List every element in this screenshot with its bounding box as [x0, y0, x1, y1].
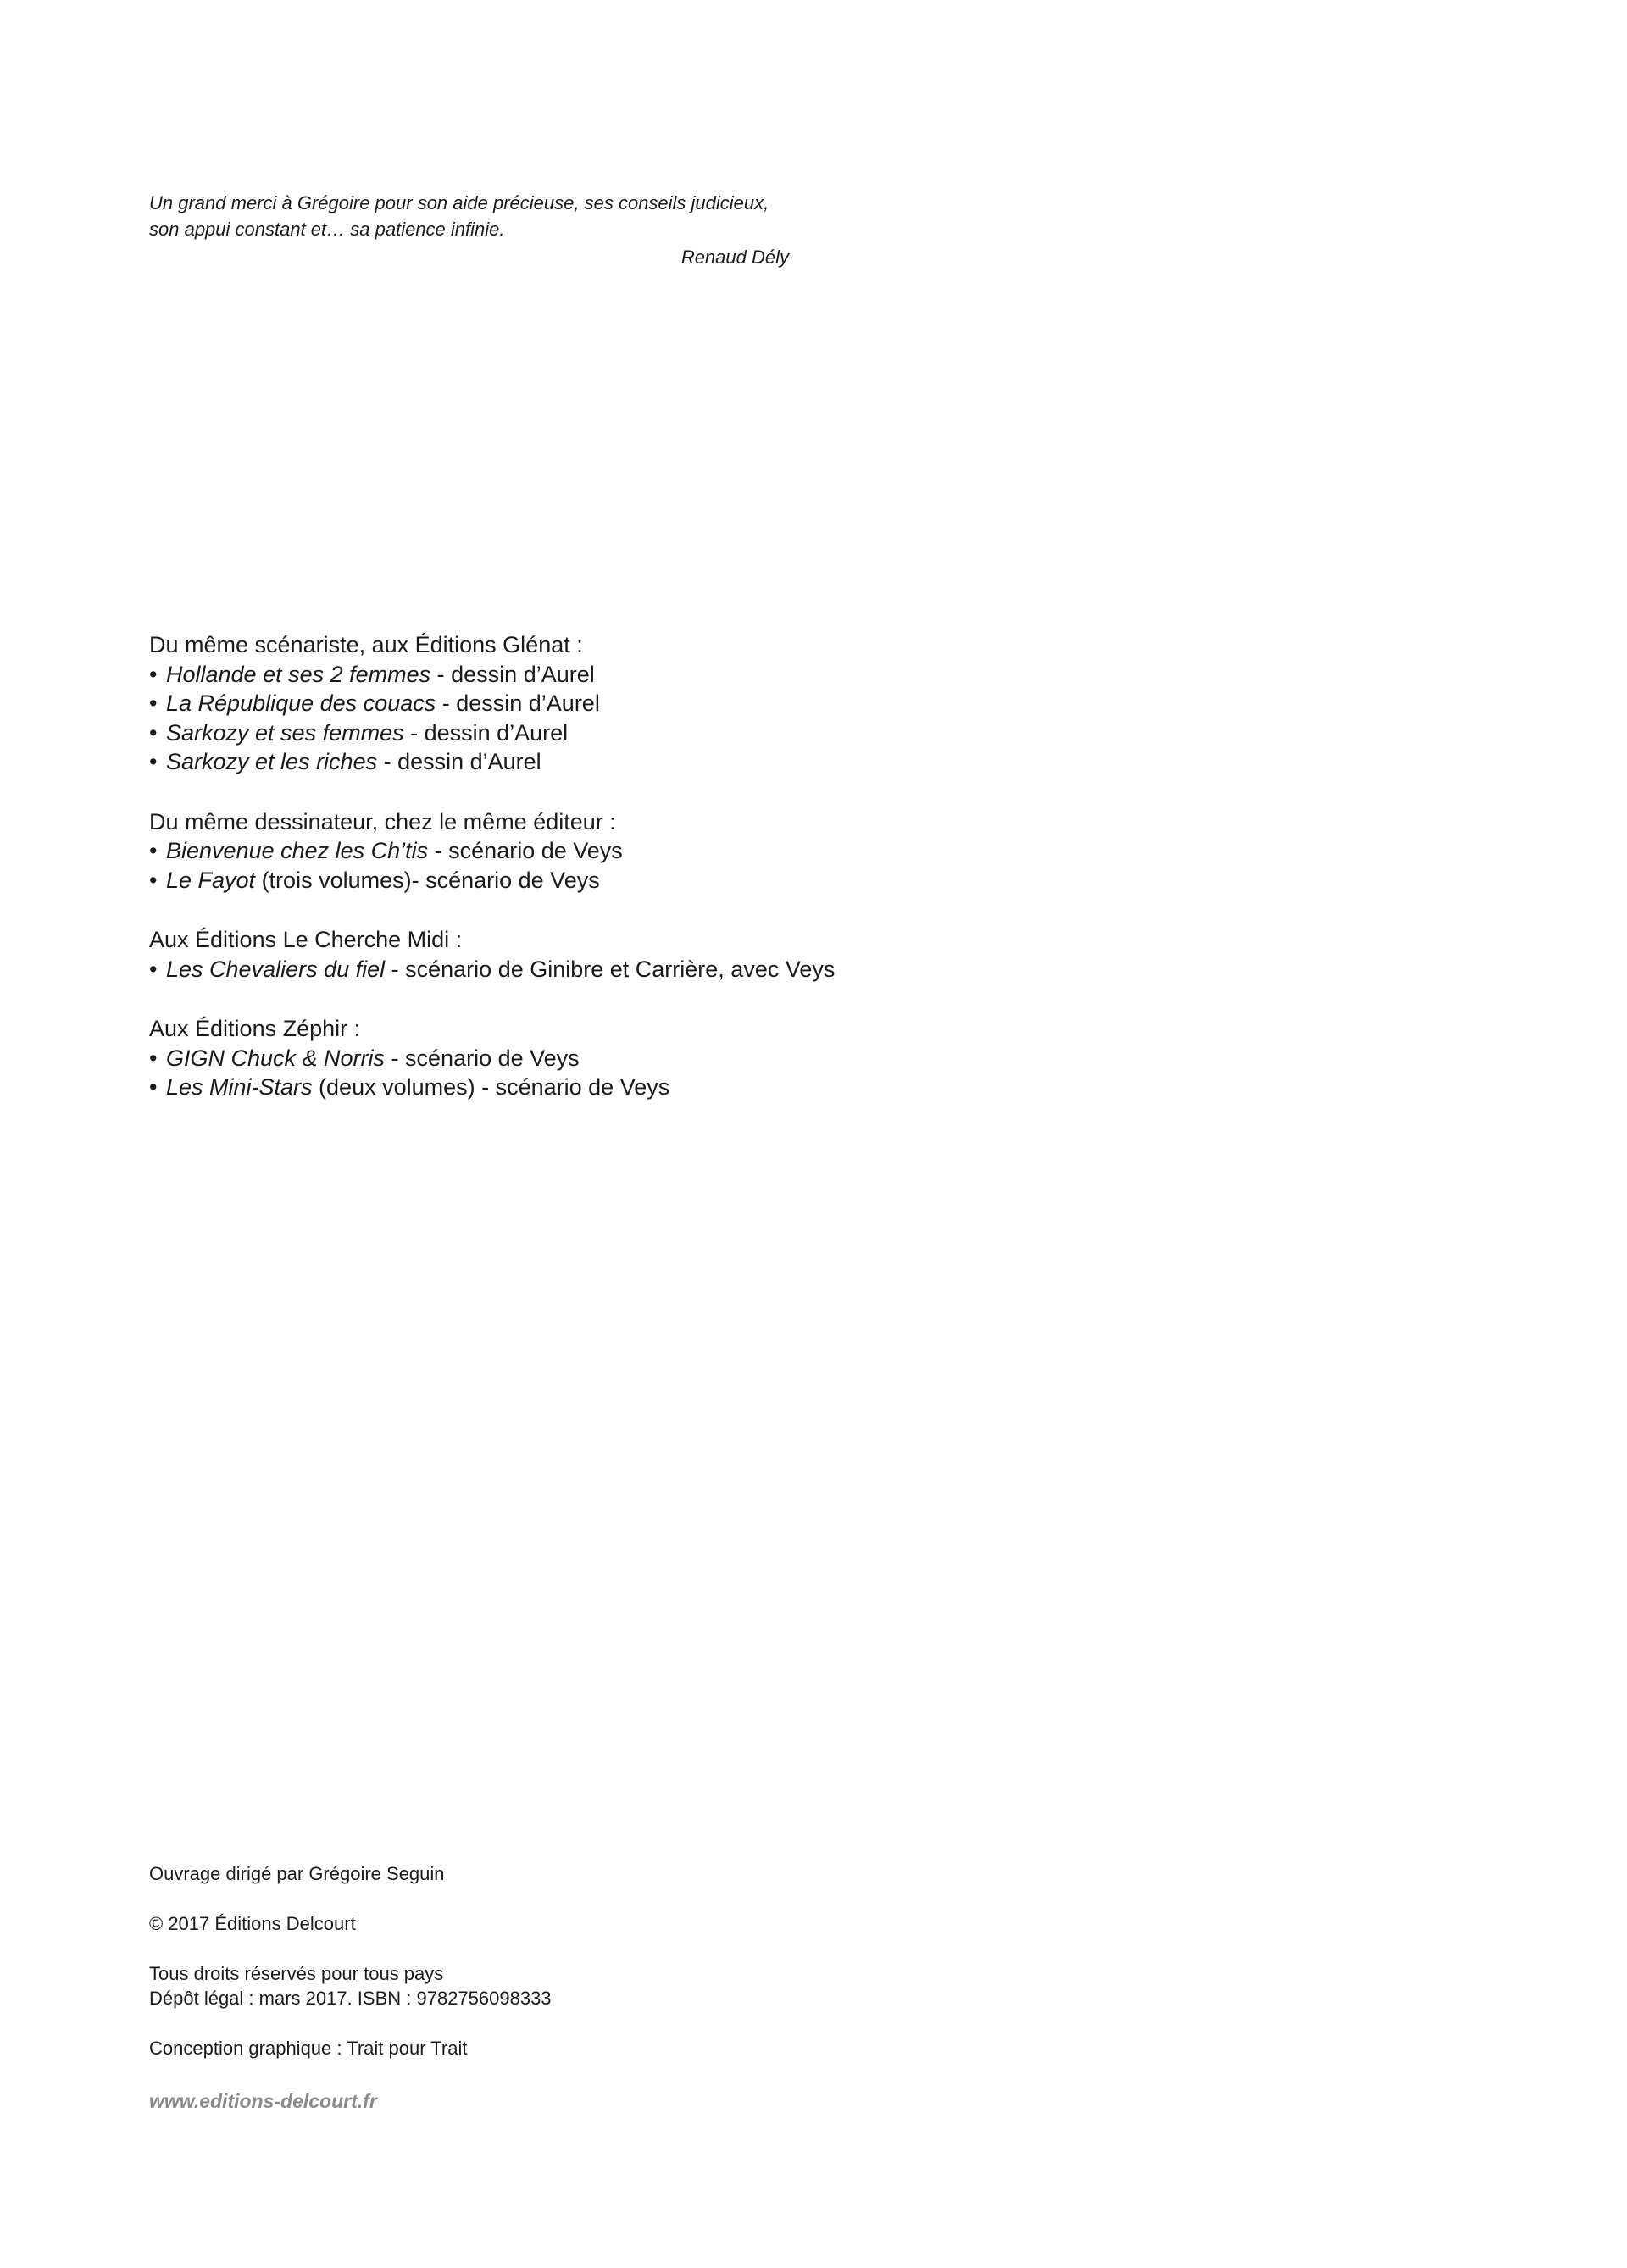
- bibliography-list: [149, 1044, 1081, 1102]
- rights-notice: Tous droits réservés pour tous pays: [149, 1963, 444, 1984]
- book-note: (trois volumes)- scénario de Veys: [255, 867, 600, 893]
- bibliography-group-zephir: [149, 1014, 1081, 1102]
- book-title: Bienvenue chez les Ch’tis: [166, 838, 429, 863]
- bibliography: [149, 630, 1081, 1133]
- book-title: Sarkozy et les riches: [166, 749, 378, 774]
- bibliography-group-glenat: [149, 630, 1081, 777]
- book-title: Les Mini-Stars: [166, 1074, 313, 1100]
- book-note: - dessin d’Aurel: [403, 719, 569, 746]
- bullet-icon: •: [149, 749, 158, 774]
- bibliography-list: [149, 836, 1081, 895]
- bullet-icon: •: [149, 838, 158, 863]
- bibliography-list: [149, 955, 1081, 984]
- colophon: [149, 1861, 912, 2114]
- bibliography-heading: Du même dessinateur, chez le même éditeur :: [149, 808, 616, 835]
- book-title: La République des couacs: [166, 690, 436, 716]
- bibliography-list: [149, 660, 1081, 777]
- book-note: - scénario de Veys: [428, 838, 623, 863]
- bullet-icon: •: [149, 1074, 158, 1100]
- book-note: - dessin d’Aurel: [377, 749, 541, 774]
- bibliography-item: [149, 660, 1081, 690]
- acknowledgement-signature: Renaud Dély: [680, 247, 789, 268]
- copyright-notice: © 2017 Éditions Delcourt: [149, 1913, 356, 1934]
- bibliography-heading: Aux Éditions Le Cherche Midi :: [149, 927, 463, 952]
- bullet-icon: •: [149, 690, 158, 716]
- acknowledgement: [149, 190, 793, 270]
- acknowledgement-line-2: son appui constant et… sa patience infinie.: [149, 219, 505, 240]
- book-note: (deux volumes) - scénario de Veys: [312, 1074, 670, 1100]
- bibliography-item: [149, 1044, 1081, 1073]
- book-title: Sarkozy et ses femmes: [166, 719, 404, 746]
- graphic-design-credit: Conception graphique : Trait pour Trait: [149, 2038, 468, 2059]
- acknowledgement-line-1: Un grand merci à Grégoire pour son aide précieuse, ses conseils judicieux,: [149, 192, 769, 213]
- bibliography-item: [149, 718, 1081, 748]
- book-note: - scénario de Veys: [385, 1045, 580, 1071]
- legal-deposit: Dépôt légal : mars 2017. ISBN : 9782756098333: [149, 1988, 552, 2009]
- publisher-website: www.editions-delcourt.fr: [149, 2090, 377, 2112]
- series-director: Ouvrage dirigé par Grégoire Seguin: [149, 1863, 445, 1884]
- bibliography-item: [149, 689, 1081, 718]
- book-title: GIGN Chuck & Norris: [166, 1045, 386, 1071]
- bibliography-group-same-publisher: [149, 807, 1081, 896]
- bullet-icon: •: [149, 956, 158, 982]
- bibliography-item: [149, 836, 1081, 866]
- book-note: - scénario de Ginibre et Carrière, avec Veys: [385, 956, 836, 982]
- bullet-icon: •: [149, 719, 158, 746]
- bibliography-item: [149, 747, 1081, 777]
- bullet-icon: •: [149, 867, 158, 893]
- book-note: - dessin d’Aurel: [436, 690, 600, 716]
- bibliography-heading: Du même scénariste, aux Éditions Glénat :: [149, 632, 583, 657]
- book-title: Le Fayot: [166, 867, 256, 893]
- book-note: - dessin d’Aurel: [430, 661, 595, 687]
- bibliography-item: [149, 866, 1081, 896]
- book-title: Les Chevaliers du fiel: [166, 956, 386, 982]
- bibliography-item: [149, 1073, 1081, 1102]
- bullet-icon: •: [149, 1045, 158, 1071]
- bibliography-item: [149, 955, 1081, 984]
- book-title: Hollande et ses 2 femmes: [166, 661, 431, 687]
- bibliography-heading: Aux Éditions Zéphir :: [149, 1016, 361, 1041]
- bullet-icon: •: [149, 661, 158, 687]
- bibliography-group-cherche-midi: [149, 925, 1081, 984]
